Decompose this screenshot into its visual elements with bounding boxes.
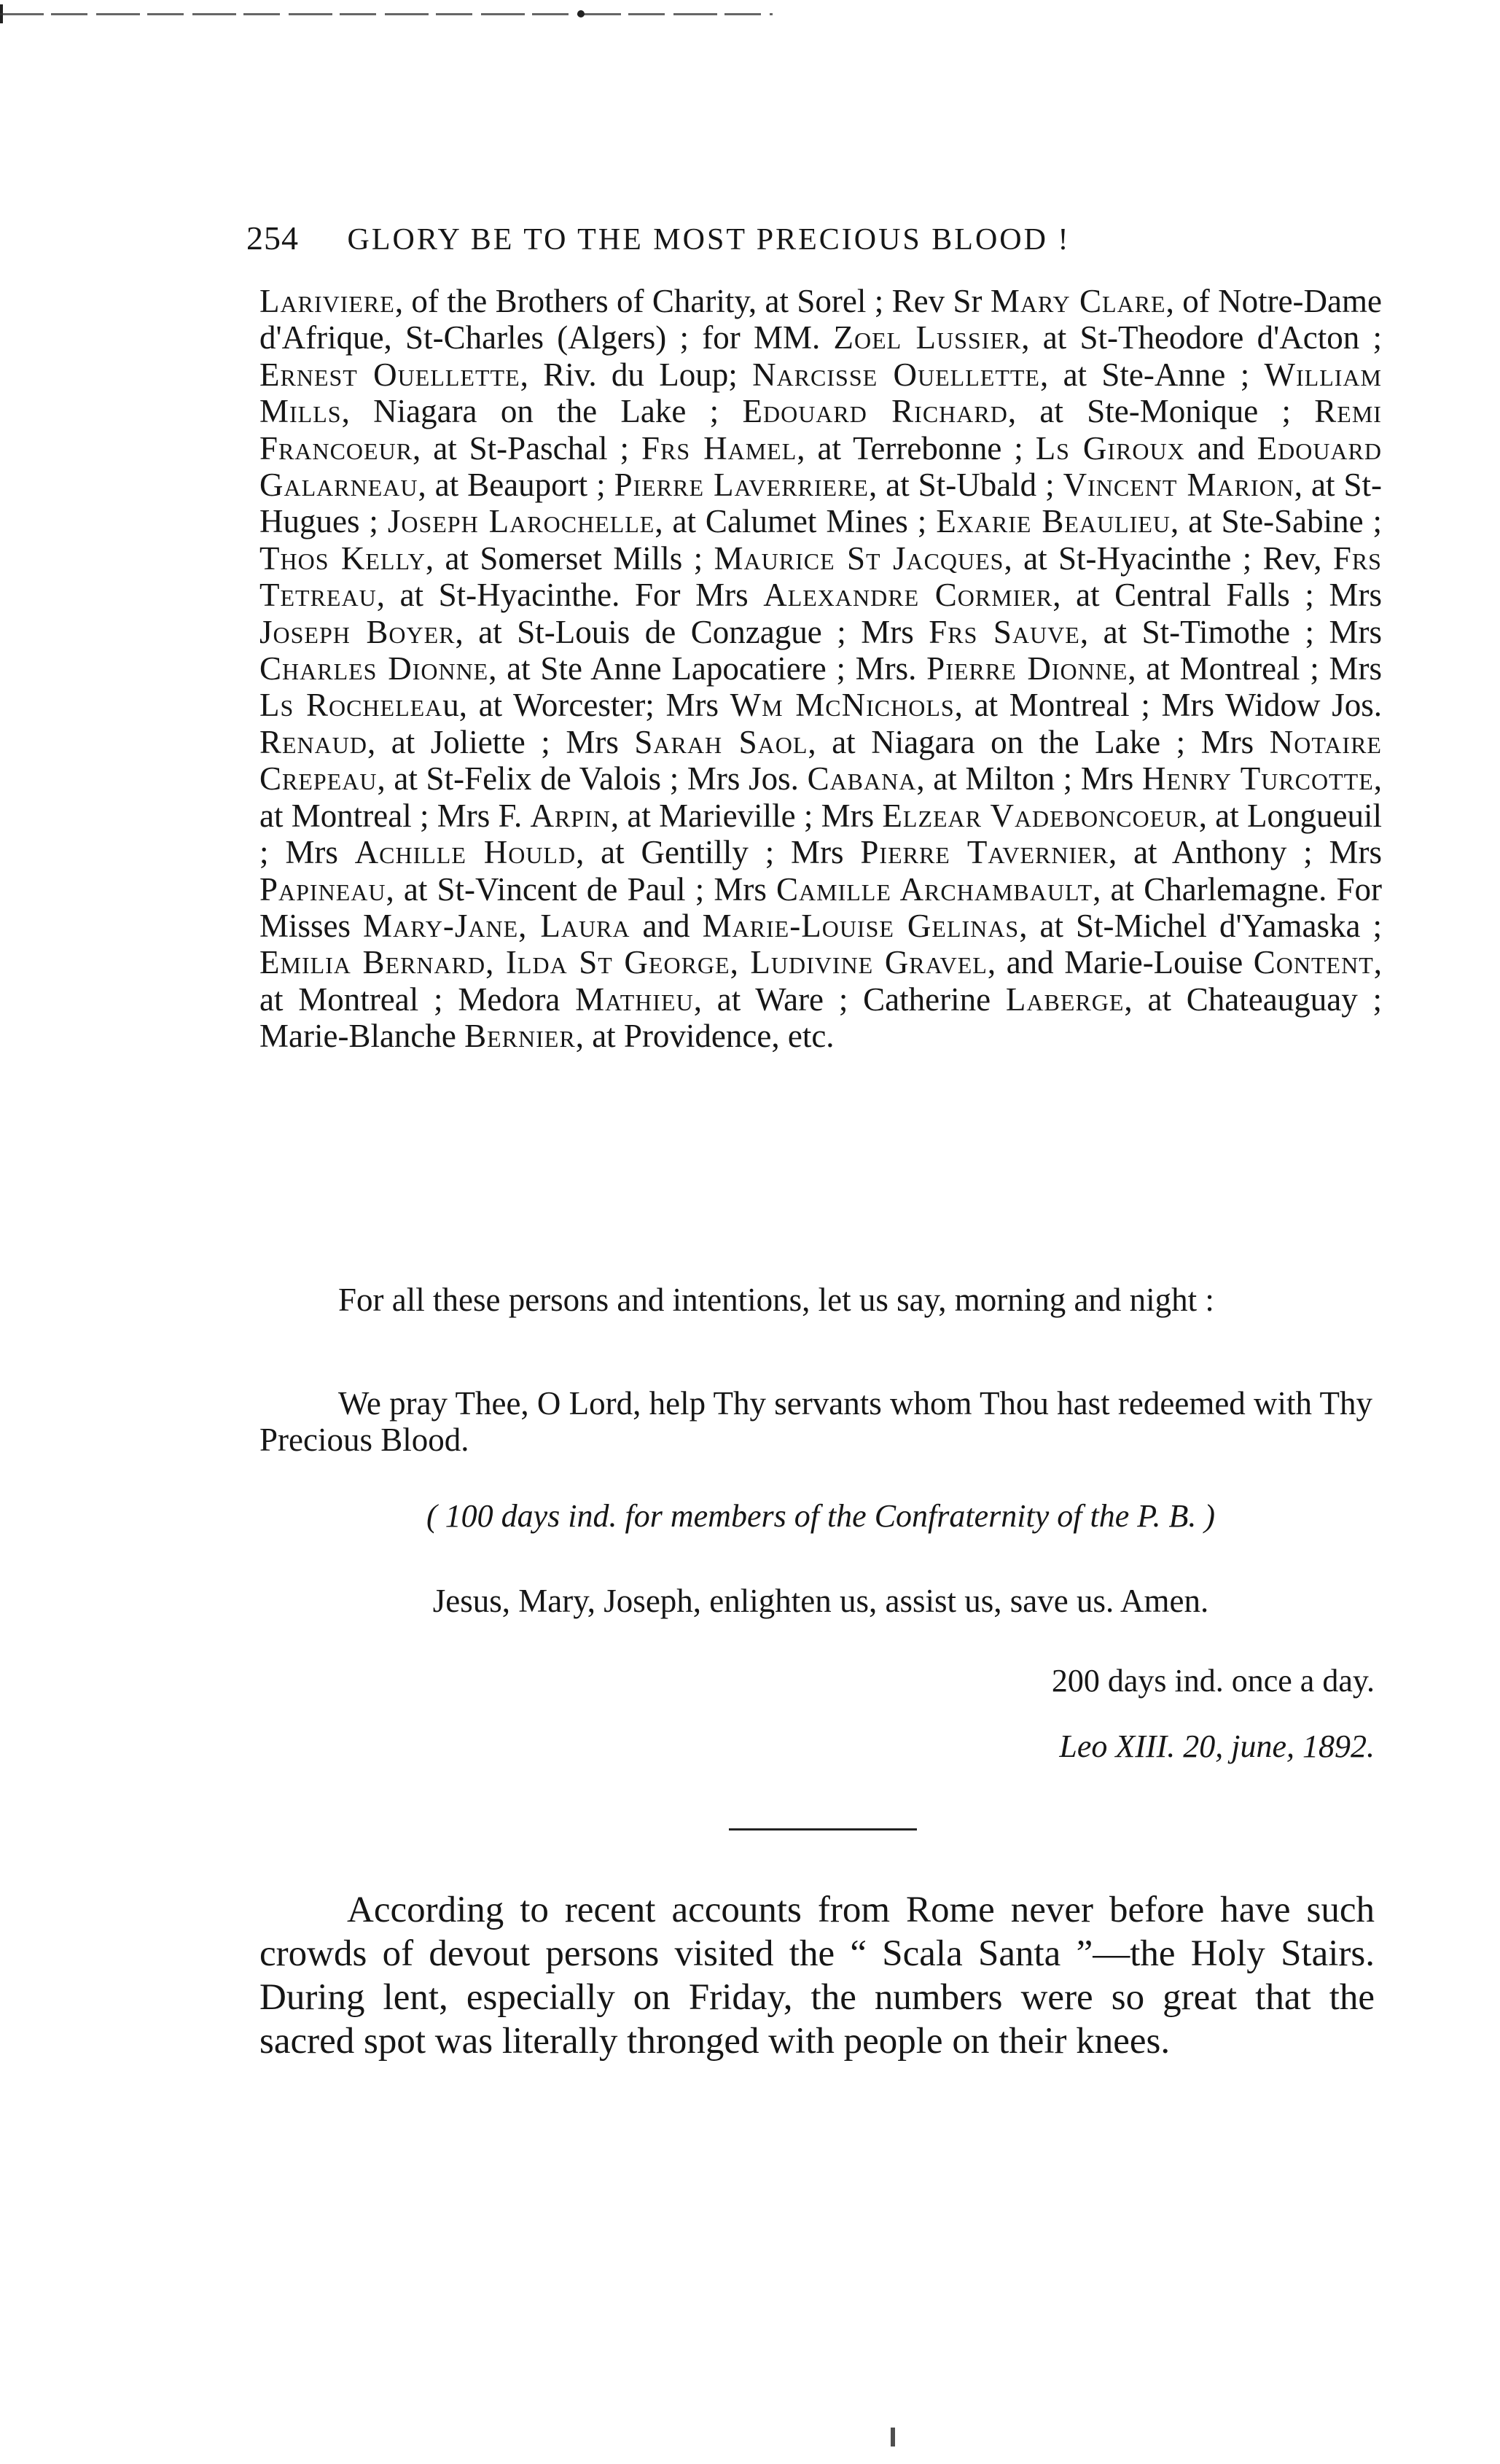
person-name: Mathieu: [575, 980, 694, 1018]
person-name: Vincent Marion: [1063, 467, 1294, 504]
section-divider: [729, 1828, 917, 1831]
intention-text: , at Montreal ; Mrs F.: [259, 760, 1382, 834]
intention-text: , at Providence, etc.: [575, 1018, 835, 1055]
intention-text: , at Ste-Monique ;: [1007, 393, 1315, 430]
intention-text: , at St-Ubald ;: [868, 467, 1063, 504]
intention-text: , at Ware ; Catherine: [693, 980, 1006, 1018]
person-name: Zoel Lussier: [833, 319, 1022, 356]
intention-text: , at St-Felix de Valois ; Mrs Jos.: [377, 760, 808, 798]
intention-text: , at Niagara on the Lake ; Mrs: [808, 723, 1270, 760]
person-name: Elzear Vadeboncoeur: [882, 797, 1199, 834]
person-name: Edouard Galarneau: [259, 429, 1382, 504]
intention-text: , at Central Falls ; Mrs: [1052, 577, 1383, 614]
person-name: Joseph Larochelle: [387, 503, 655, 540]
scan-bottom-mark: [891, 2428, 895, 2447]
person-name: Lariviere: [259, 283, 395, 319]
person-name: William Mills: [259, 356, 1382, 430]
person-name: Marie-Louise Gelinas: [702, 907, 1020, 944]
person-name: Frs Sauve: [929, 613, 1080, 650]
person-name: Alexandre Cormier: [763, 577, 1053, 614]
intention-text: , at Calumet Mines ;: [655, 503, 937, 540]
person-name: Arpin: [530, 797, 611, 834]
intention-text: , Riv. du Loup;: [520, 356, 753, 393]
intention-text: , at Montreal ; Mrs: [1128, 650, 1383, 687]
intention-text: , of the Brothers of Charity, at Sorel ; Rev Sr: [394, 283, 991, 319]
intention-text: , of Notre-Dame d'Afrique, St-Charles (Algers) ; for MM.: [259, 283, 1382, 356]
intention-text: , at Gentilly ; Mrs: [576, 834, 861, 871]
person-name: Exarie Beaulieu: [936, 503, 1171, 540]
ejaculation-prayer: Jesus, Mary, Joseph, enlighten us, assist us, save us. Amen.: [432, 1583, 1209, 1619]
person-name: Cabana: [807, 760, 917, 798]
intention-text: , Niagara on the Lake ;: [341, 393, 743, 430]
intention-text: and: [1184, 429, 1257, 467]
person-name: Thos Kelly: [259, 539, 426, 577]
person-name: Frs Tetreau: [259, 539, 1382, 614]
papal-signature: Leo XIII. 20, june, 1892.: [1059, 1728, 1375, 1764]
person-name: Emilia Bernard, Ilda St George, Ludivine Gravel: [259, 944, 988, 981]
intention-text: , at Longueuil ; Mrs: [259, 797, 1382, 871]
person-name: Papineau: [259, 870, 386, 908]
intention-text: and: [630, 907, 703, 944]
intention-text: , at Ste-Anne ;: [1039, 356, 1265, 393]
person-name: Ls Rochelea: [259, 687, 443, 724]
person-name: Frs Hamel: [641, 429, 797, 467]
person-name: Renaud: [259, 723, 367, 760]
intention-text: , at Ste Anne Lapocatiere ; Mrs.: [488, 650, 927, 687]
closing-paragraph: According to recent accounts from Rome never before have such crowds of devout persons visited the “ Scala Santa ”—the Holy Stairs. During lent, especially on Friday, the numbers were so great that the sacred spot was literally thronged with people on their knees.: [259, 1890, 1375, 2062]
running-title: GLORY BE TO THE MOST PRECIOUS BLOOD !: [347, 223, 1071, 257]
intention-text: , at Anthony ; Mrs: [1109, 834, 1383, 871]
intention-text: , at Joliette ; Mrs: [367, 723, 635, 760]
intentions-list-paragraph: [259, 283, 1382, 1055]
person-name: Charles Dionne: [259, 650, 489, 687]
scan-top-rule: [0, 13, 773, 15]
person-name: Joseph Boyer: [259, 613, 456, 650]
scan-top-dot: [577, 10, 585, 17]
person-name: Sarah Saol: [634, 723, 808, 760]
intention-text: u, at Worcester; Mrs: [442, 687, 730, 724]
person-name: Remi Francoeur: [259, 393, 1382, 467]
person-name: Mary-Jane, Laura: [363, 907, 630, 944]
person-name: Henry Turcotte: [1142, 760, 1374, 798]
intention-text: , at St-Louis de Conzague ; Mrs: [455, 613, 929, 650]
person-name: Narcisse Ouellette: [752, 356, 1040, 393]
intention-text: , at St-Vincent de Paul ; Mrs: [386, 870, 777, 908]
person-name: Pierre Tavernier: [860, 834, 1109, 871]
intention-text: , at Milton ; Mrs: [916, 760, 1142, 798]
intention-text: , at Somerset Mills ;: [425, 539, 714, 577]
person-name: Notaire Crepeau: [259, 723, 1382, 798]
person-name: Camille Archambault: [776, 870, 1093, 908]
person-name: Ernest Ouellette: [259, 356, 520, 393]
person-name: Bernier: [464, 1018, 576, 1055]
intention-text: , at Charlemagne. For Misses: [259, 870, 1383, 944]
person-name: Content: [1253, 944, 1374, 981]
intention-text: , at Beauport ;: [418, 467, 614, 504]
intention-text: , at Ste-Sabine ;: [1171, 503, 1382, 540]
intention-text: , at Terrebonne ;: [797, 429, 1036, 467]
person-name: Maurice St Jacques: [714, 539, 1004, 577]
person-name: Ls Giroux: [1035, 429, 1185, 467]
paragraph-prayer: We pray Thee, O Lord, help Thy servants whom Thou hast redeemed with Thy Precious Blood.: [259, 1385, 1372, 1458]
paragraph-all-intentions: For all these persons and intentions, let us say, morning and night :: [338, 1282, 1214, 1318]
running-header: [246, 219, 1267, 257]
indulgence-note: ( 100 days ind. for members of the Confraternity of the P. B. ): [426, 1498, 1215, 1534]
intention-text: , at St-Hyacinthe ; Rev,: [1004, 539, 1333, 577]
person-name: Edouard Richard: [742, 393, 1008, 430]
intention-text: , at St-Michel d'Yamaska ;: [1019, 907, 1382, 944]
intention-text: , at Marieville ; Mrs: [610, 797, 883, 834]
person-name: Achille Hould: [354, 834, 577, 871]
person-name: Pierre Dionne: [926, 650, 1128, 687]
intention-text: , at St-Hugues ;: [259, 467, 1383, 540]
person-name: Mary Clare: [990, 283, 1166, 319]
person-name: Laberge: [1005, 980, 1125, 1018]
intention-text: , at Montreal ; Mrs Widow Jos.: [954, 687, 1382, 724]
person-name: Wm McNichols: [730, 687, 955, 724]
intention-text: , and Marie-Louise: [987, 944, 1254, 981]
intention-text: , at Montreal ; Medora: [259, 944, 1382, 1018]
intention-text: , at St-Hyacinthe. For Mrs: [376, 577, 764, 614]
person-name: Pierre Laverriere: [614, 467, 869, 504]
intention-text: , at St-Timothe ; Mrs: [1079, 613, 1383, 650]
intention-text: , at Chateauguay ; Marie-Blanche: [259, 980, 1383, 1055]
days-indulgence-note: 200 days ind. once a day.: [1051, 1663, 1375, 1699]
intention-text: , at St-Paschal ;: [413, 429, 642, 467]
intention-text: , at St-Theodore d'Acton ;: [1021, 319, 1382, 356]
page-number: 254: [246, 219, 299, 257]
